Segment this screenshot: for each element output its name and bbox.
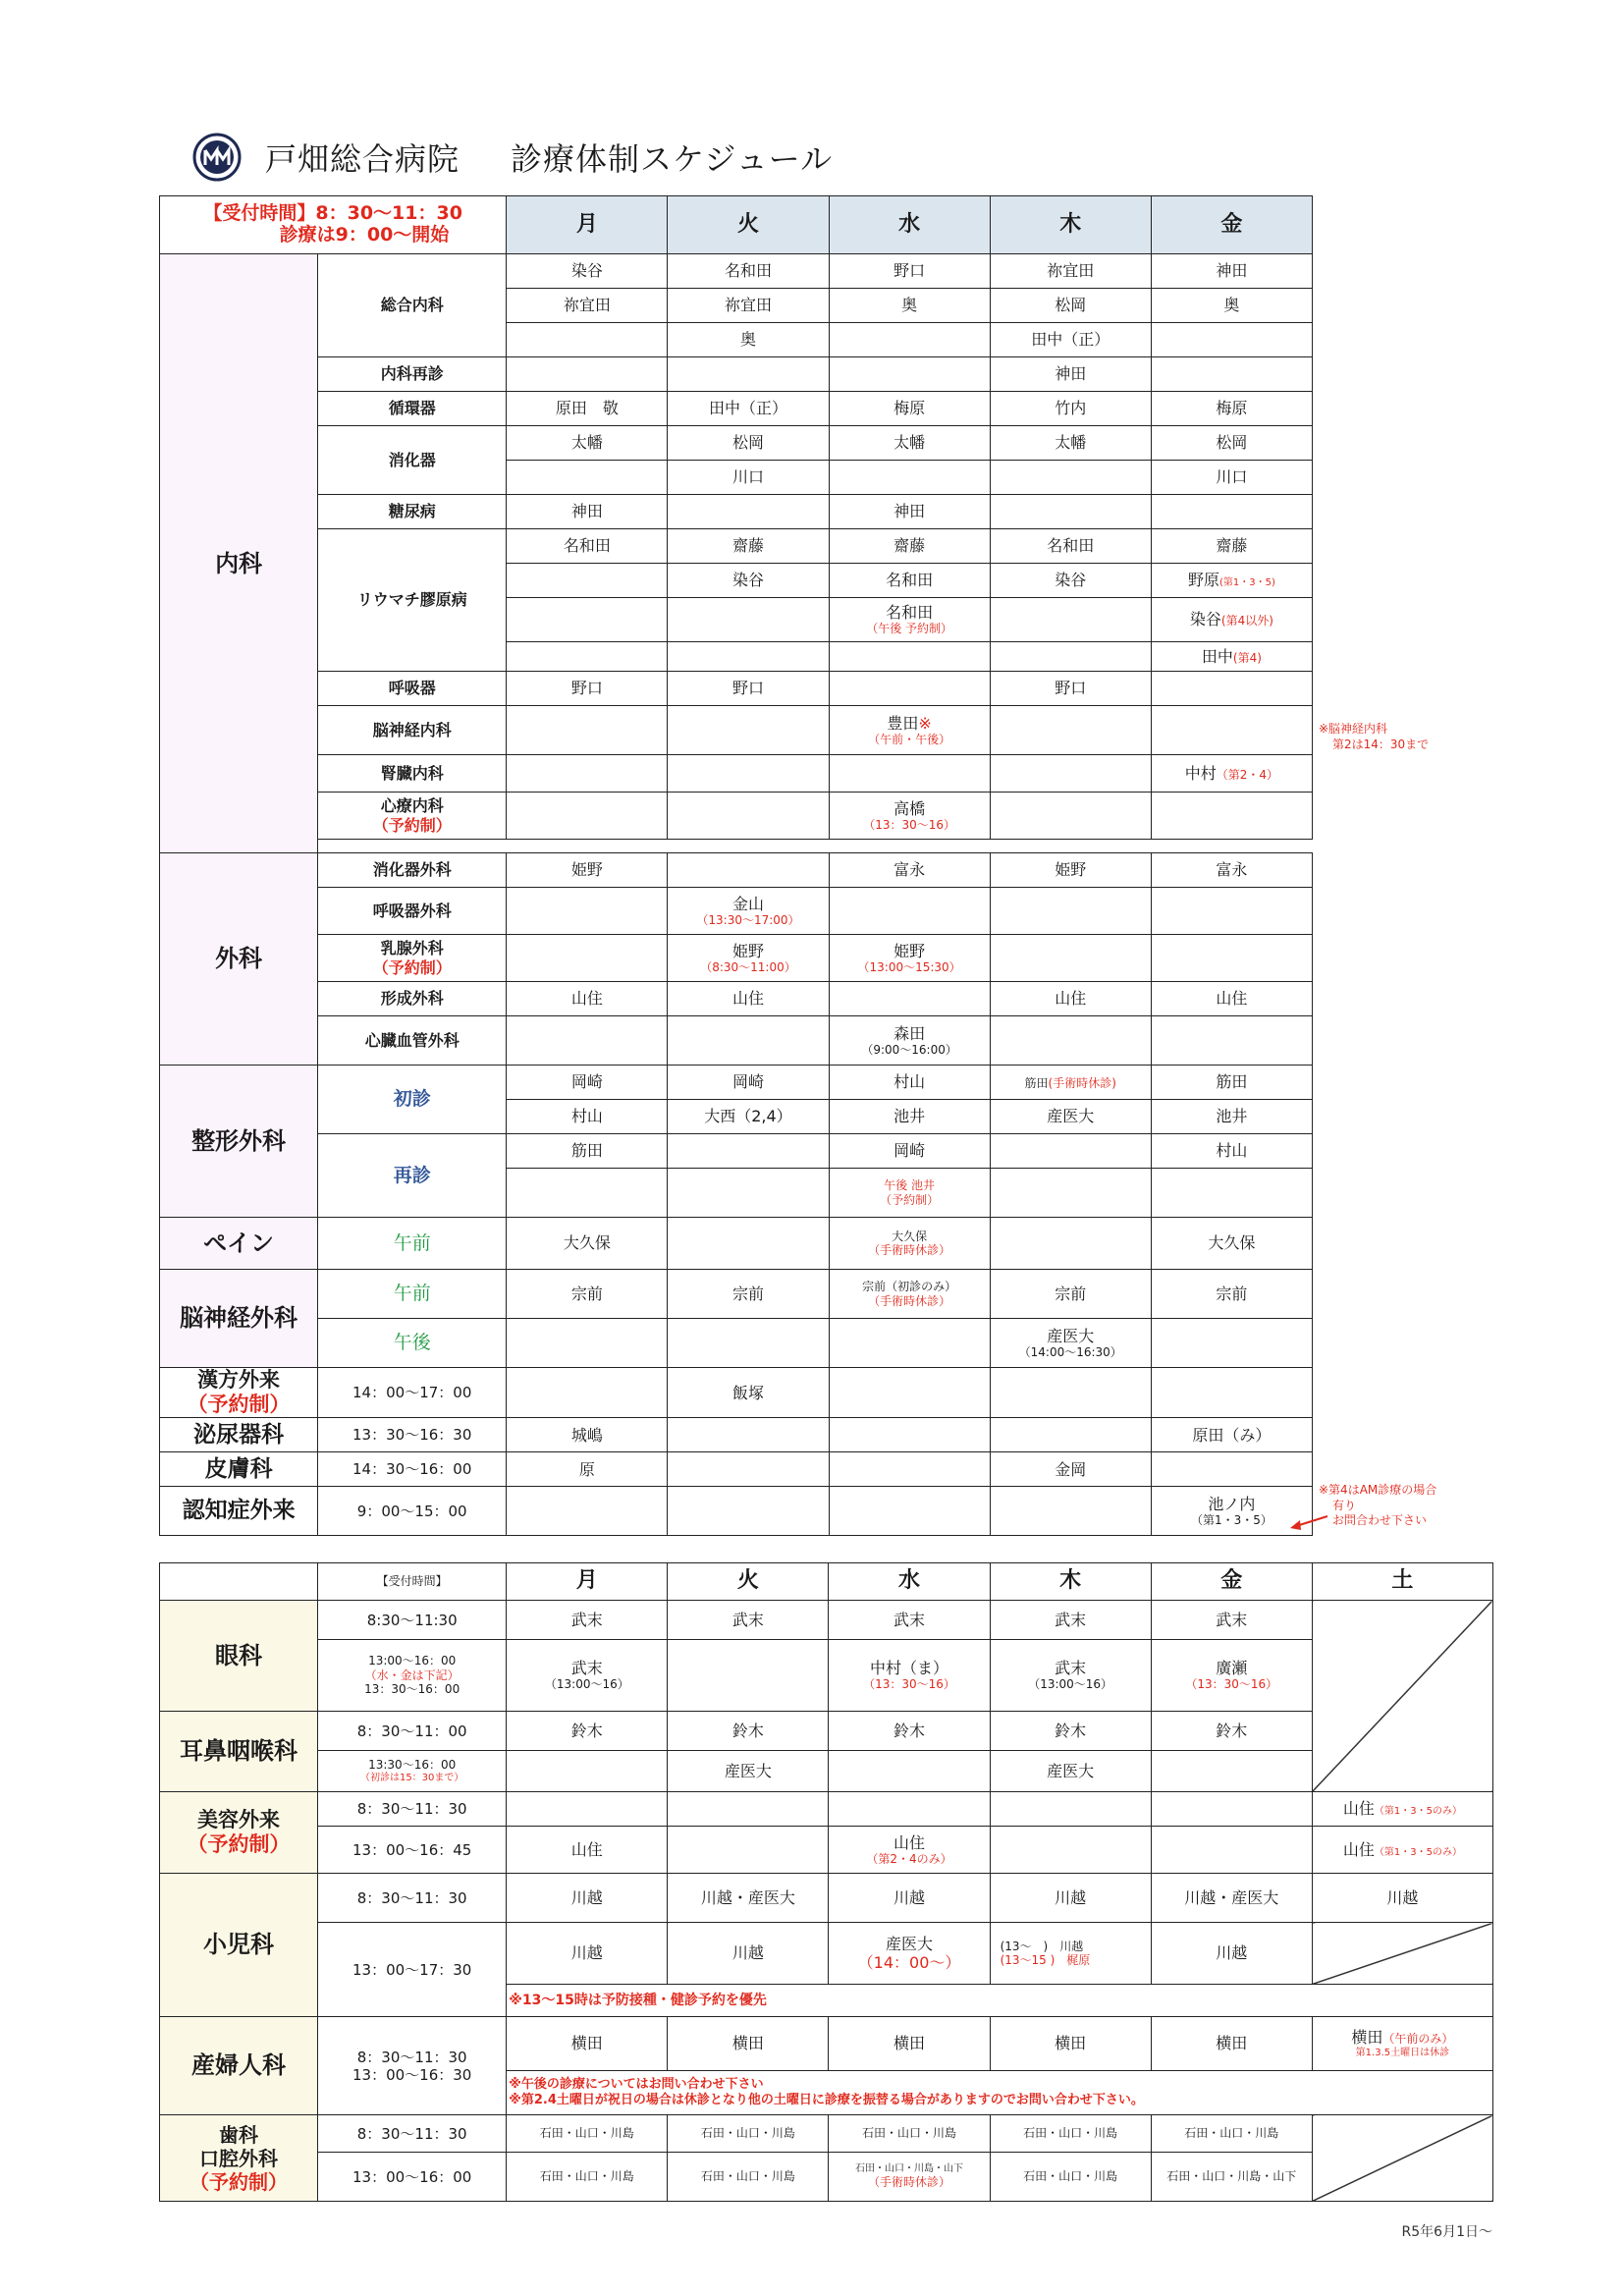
cell — [1151, 1751, 1312, 1792]
cell: 山住 — [507, 1827, 668, 1874]
cell: 神田 — [507, 495, 668, 529]
cell: 石田・山口・川島 — [1151, 2115, 1312, 2153]
dept-kampo: 漢方外来 （予約制） — [160, 1368, 318, 1418]
sub-saishin: 内科再診 — [318, 357, 507, 392]
cell: 名和田 — [990, 529, 1151, 564]
cell — [829, 1751, 990, 1792]
cell — [507, 461, 668, 495]
cell — [507, 755, 668, 793]
cell — [668, 1134, 829, 1169]
cell: 山住 — [1151, 982, 1312, 1016]
cell: 齋藤 — [829, 529, 990, 564]
cell: 宗前（初診のみ） （手術時休診） — [829, 1270, 990, 1319]
cell: 奥 — [668, 323, 829, 357]
sub-noushinkei: 脳神経内科 — [318, 706, 507, 755]
sub-shinzo: 心臓血管外科 — [318, 1016, 507, 1066]
cell — [668, 1218, 829, 1270]
reception-hours: 【受付時間】8：30～11：30 診療は9：00～開始 — [160, 196, 507, 254]
time-ganka-pm: 13:00～16：00 （水・金は下記） 13：30～16：00 — [318, 1640, 507, 1712]
sub-riumachi: リウマチ膠原病 — [318, 529, 507, 672]
schedule-table-main — [159, 195, 1313, 874]
cell: 武末 （13:00～16） — [990, 1640, 1151, 1712]
cell: 村山 — [1151, 1134, 1312, 1169]
cell — [990, 1134, 1151, 1169]
cell: 武末 — [829, 1601, 990, 1640]
cell: 宗前 — [668, 1270, 829, 1319]
cell — [1151, 1319, 1312, 1368]
cell: 横田 — [990, 2017, 1151, 2071]
cell: 染谷 — [507, 254, 668, 289]
cell: 竹内 — [990, 392, 1151, 426]
cell: 山住 （第2・4のみ） — [829, 1827, 990, 1874]
cell: 武末 — [507, 1601, 668, 1640]
sub-saishin2: 再診 — [318, 1134, 507, 1218]
cell: 川越 — [990, 1874, 1151, 1923]
cell: 川口 — [668, 461, 829, 495]
cell: 池ノ内 （第1・3・5） — [1151, 1487, 1312, 1536]
cell: 川越・産医大 — [1151, 1874, 1312, 1923]
sub-jinzo: 腎臓内科 — [318, 755, 507, 793]
cell: 名和田 — [507, 529, 668, 564]
cell: 川口 — [1151, 461, 1312, 495]
cell: 祢宜田 — [668, 289, 829, 323]
sub-kokyukigeka: 呼吸器外科 — [318, 888, 507, 935]
cell — [990, 706, 1151, 755]
cell — [990, 495, 1151, 529]
cell: 川越 — [507, 1923, 668, 1985]
dept-biyo: 美容外来 （予約制） — [160, 1792, 318, 1874]
cell — [507, 357, 668, 392]
cell: 大久保 （手術時休診） — [829, 1218, 990, 1270]
cell — [1151, 495, 1312, 529]
time-shika-pm: 13：00～16：00 — [318, 2153, 507, 2202]
closed-cell — [1312, 1923, 1492, 1985]
cell — [990, 598, 1151, 642]
cell — [507, 1169, 668, 1218]
cell: 名和田 （午後 予約制） — [829, 598, 990, 642]
sub-gozen: 午前 — [318, 1218, 507, 1270]
dept-seikei: 整形外科 — [160, 1066, 318, 1218]
cell: 石田・山口・川島 — [507, 2115, 668, 2153]
cell — [668, 1319, 829, 1368]
cell: 横田 — [507, 2017, 668, 2071]
time-jibi-am: 8：30～11：00 — [318, 1712, 507, 1751]
cell: 川越 — [507, 1874, 668, 1923]
cell: 祢宜田 — [990, 254, 1151, 289]
time-hinyoki: 13：30～16：30 — [318, 1418, 507, 1452]
cell: 神田 — [990, 357, 1151, 392]
cell: 神田 — [1151, 254, 1312, 289]
cell — [1151, 706, 1312, 755]
cell — [1151, 793, 1312, 840]
cell: 池井 — [829, 1100, 990, 1134]
cell: 横田 — [668, 2017, 829, 2071]
cell: 名和田 — [829, 564, 990, 598]
cell — [507, 1751, 668, 1792]
day-header-tue: 火 — [668, 196, 829, 254]
cell — [829, 1452, 990, 1487]
cell — [990, 1368, 1151, 1418]
cell — [668, 755, 829, 793]
closed-cell — [1312, 2115, 1492, 2202]
cell: 原 — [507, 1452, 668, 1487]
cell — [668, 793, 829, 840]
cell: 武末 — [668, 1601, 829, 1640]
sub-shokakigeka: 消化器外科 — [318, 853, 507, 888]
day-header-wed: 水 — [829, 1563, 990, 1601]
cell — [990, 642, 1151, 672]
cell: 石田・山口・川島 — [990, 2115, 1151, 2153]
cell — [668, 642, 829, 672]
cell: 齋藤 — [1151, 529, 1312, 564]
dept-naika: 内科 — [160, 254, 318, 874]
cell: 奥 — [1151, 289, 1312, 323]
cell: 太幡 — [829, 426, 990, 461]
cell: 染谷(第4以外) — [1151, 598, 1312, 642]
cell: 梅原 — [1151, 392, 1312, 426]
arrow-icon — [1288, 1512, 1331, 1532]
closed-cell — [1312, 1601, 1492, 1792]
cell: 野口 — [990, 672, 1151, 706]
cell — [1151, 672, 1312, 706]
cell — [507, 642, 668, 672]
cell — [829, 1319, 990, 1368]
cell: 山住 — [507, 982, 668, 1016]
cell: 原田（み） — [1151, 1418, 1312, 1452]
cell: 大久保 — [507, 1218, 668, 1270]
sub-sogo: 総合内科 — [318, 254, 507, 357]
cell — [990, 1827, 1151, 1874]
cell — [990, 755, 1151, 793]
cell — [507, 1792, 668, 1827]
note-sanfu: ※午後の診療についてはお問い合わせ下さい ※第2.4土曜日が祝日の場合は休診となり他の土曜日に診療を振替る場合がありますのでお問い合わせ下さい。 — [507, 2071, 1493, 2115]
day-header-thu: 木 — [990, 1563, 1151, 1601]
sub-nyusen: 乳腺外科 （予約制） — [318, 935, 507, 982]
cell: 山住（第1・3・5のみ） — [1312, 1792, 1492, 1827]
cell — [668, 1452, 829, 1487]
cell — [507, 323, 668, 357]
cell: 富永 — [829, 853, 990, 888]
dept-pain: ペイン — [160, 1218, 318, 1270]
cell: 姫野 （13:00～15:30） — [829, 935, 990, 982]
cell: 産医大 （14：00～） — [829, 1923, 990, 1985]
time-biyo-am: 8：30～11：30 — [318, 1792, 507, 1827]
cell — [829, 1418, 990, 1452]
cell: 筋田 — [507, 1134, 668, 1169]
cell: 染谷 — [668, 564, 829, 598]
cell: 川越・産医大 — [668, 1874, 829, 1923]
cell: 金山 （13:30～17:00） — [668, 888, 829, 935]
cell — [1151, 1169, 1312, 1218]
cell: 松岡 — [990, 289, 1151, 323]
time-ganka-am: 8:30～11:30 — [318, 1601, 507, 1640]
sub-tonyo: 糖尿病 — [318, 495, 507, 529]
day-header-thu: 木 — [990, 196, 1151, 254]
note-shoni: ※13～15時は予防接種・健診予約を優先 — [507, 1985, 1493, 2017]
sub-kokyuki: 呼吸器 — [318, 672, 507, 706]
cell — [668, 598, 829, 642]
cell: 鈴木 — [1151, 1712, 1312, 1751]
cell: 横田（午前のみ） 第1.3.5土曜日は休診 — [1312, 2017, 1492, 2071]
cell — [829, 982, 990, 1016]
time-shika-am: 8：30～11：30 — [318, 2115, 507, 2153]
cell: 鈴木 — [829, 1712, 990, 1751]
cell: 野口 — [507, 672, 668, 706]
cell — [668, 1016, 829, 1066]
cell — [990, 1218, 1151, 1270]
cell: 山住 — [668, 982, 829, 1016]
cell — [668, 1169, 829, 1218]
cell: 筋田(手術時休診) — [990, 1066, 1151, 1100]
day-header-fri: 金 — [1151, 196, 1312, 254]
cell: 原田 敬 — [507, 392, 668, 426]
cell — [990, 461, 1151, 495]
cell — [507, 1487, 668, 1536]
dept-noushinkeigeka: 脳神経外科 — [160, 1270, 318, 1368]
time-jibi-pm: 13:30～16：00 （初診は15：30まで） — [318, 1751, 507, 1792]
cell — [990, 1487, 1151, 1536]
cell — [1151, 1368, 1312, 1418]
dept-ninchi: 認知症外来 — [160, 1487, 318, 1536]
cell: 岡崎 — [507, 1066, 668, 1100]
day-header-mon: 月 — [507, 196, 668, 254]
cell: 大西（2,4） — [668, 1100, 829, 1134]
cell — [1151, 1016, 1312, 1066]
cell: 川越 — [829, 1874, 990, 1923]
cell — [1151, 323, 1312, 357]
cell: 山住 — [990, 982, 1151, 1016]
cell — [990, 1792, 1151, 1827]
blank-corner — [160, 1563, 318, 1601]
cell: 姫野 — [507, 853, 668, 888]
cell: 宗前 — [1151, 1270, 1312, 1319]
cell — [829, 888, 990, 935]
cell — [668, 1640, 829, 1712]
cell — [1151, 1827, 1312, 1874]
dept-sanfujinka: 産婦人科 — [160, 2017, 318, 2115]
sub-shoshin: 初診 — [318, 1066, 507, 1134]
cell: 太幡 — [507, 426, 668, 461]
cell — [829, 461, 990, 495]
cell: 武末 （13:00～16） — [507, 1640, 668, 1712]
sub-shinryo: 心療内科 （予約制） — [318, 793, 507, 840]
uketsuke-label: 【受付時間】 — [318, 1563, 507, 1601]
cell: 田中（正） — [990, 323, 1151, 357]
cell: 山住（第1・3・5のみ） — [1312, 1827, 1492, 1874]
dept-ganka: 眼科 — [160, 1601, 318, 1712]
cell: 太幡 — [990, 426, 1151, 461]
hospital-name: 戸畑総合病院 — [265, 140, 460, 178]
cell — [990, 888, 1151, 935]
cell — [990, 935, 1151, 982]
cell: 横田 — [829, 2017, 990, 2071]
cell: 城嶋 — [507, 1418, 668, 1452]
cell — [1151, 888, 1312, 935]
sub-shokaki: 消化器 — [318, 426, 507, 495]
cell: 豊田※ （午前・午後） — [829, 706, 990, 755]
cell: 産医大 — [990, 1751, 1151, 1792]
cell — [668, 1792, 829, 1827]
cell — [1151, 1792, 1312, 1827]
cell: 産医大 — [990, 1100, 1151, 1134]
cell — [829, 357, 990, 392]
cell — [990, 1169, 1151, 1218]
cell: 田中（正） — [668, 392, 829, 426]
sub-gogo: 午後 — [318, 1319, 507, 1368]
cell: 岡崎 — [668, 1066, 829, 1100]
cell: 廣瀬 （13：30～16） — [1151, 1640, 1312, 1712]
cell: 野口 — [668, 672, 829, 706]
page-header — [192, 130, 833, 185]
cell: 染谷 — [990, 564, 1151, 598]
cell: (13～ ) 川越 (13～15 ) 梶原 — [990, 1923, 1151, 1985]
cell — [668, 706, 829, 755]
side-note-noushinkei: ※脳神経内科 第2は14：30まで — [1319, 722, 1430, 751]
cell: 鈴木 — [507, 1712, 668, 1751]
cell: 名和田 — [668, 254, 829, 289]
cell: 飯塚 — [668, 1368, 829, 1418]
time-hifu: 14：30～16：00 — [318, 1452, 507, 1487]
cell: 中村（ま） （13：30～16） — [829, 1640, 990, 1712]
cell — [990, 1016, 1151, 1066]
cell — [507, 706, 668, 755]
cell: 田中(第4) — [1151, 642, 1312, 672]
cell: 石田・山口・川島 — [507, 2153, 668, 2202]
dept-geka: 外科 — [160, 853, 318, 1066]
cell: 横田 — [1151, 2017, 1312, 2071]
cell — [668, 357, 829, 392]
cell: 高橋 （13：30～16） — [829, 793, 990, 840]
side-note-ninchi: ※第4はAM診療の場合 有り お問合わせ下さい — [1319, 1483, 1437, 1528]
cell: 石田・山口・川島 — [990, 2153, 1151, 2202]
cell: 石田・山口・川島・山下 — [1151, 2153, 1312, 2202]
cell: 宗前 — [507, 1270, 668, 1319]
cell — [668, 853, 829, 888]
cell: 村山 — [507, 1100, 668, 1134]
cell — [507, 1319, 668, 1368]
time-ninchi: 9：00～15：00 — [318, 1487, 507, 1536]
cell — [829, 642, 990, 672]
cell: 大久保 — [1151, 1218, 1312, 1270]
cell: 野口 — [829, 254, 990, 289]
cell: 川越 — [668, 1923, 829, 1985]
time-kampo: 14：00～17：00 — [318, 1368, 507, 1418]
cell: 神田 — [829, 495, 990, 529]
cell: 宗前 — [990, 1270, 1151, 1319]
cell: 石田・山口・川島 — [668, 2115, 829, 2153]
cell: 石田・山口・川島 — [668, 2153, 829, 2202]
cell: 午後 池井 （予約制） — [829, 1169, 990, 1218]
cell: 川越 — [1151, 1923, 1312, 1985]
hospital-logo-icon — [192, 133, 242, 182]
cell: 中村（第2・4） — [1151, 755, 1312, 793]
cell: 池井 — [1151, 1100, 1312, 1134]
cell — [829, 755, 990, 793]
dept-jibika: 耳鼻咽喉科 — [160, 1712, 318, 1792]
cell: 富永 — [1151, 853, 1312, 888]
cell: 松岡 — [668, 426, 829, 461]
schedule-table-outpatient — [159, 1562, 1493, 2202]
cell — [1151, 935, 1312, 982]
page-title: 診療体制スケジュール — [511, 140, 834, 178]
cell: 鈴木 — [668, 1712, 829, 1751]
cell: 川越 — [1312, 1874, 1492, 1923]
sub-keisei: 形成外科 — [318, 982, 507, 1016]
cell — [668, 1827, 829, 1874]
time-shoni-pm: 13：00～17：30 — [318, 1923, 507, 2017]
cell — [668, 1418, 829, 1452]
cell: 金岡 — [990, 1452, 1151, 1487]
cell — [990, 1418, 1151, 1452]
cell: 石田・山口・川島 — [829, 2115, 990, 2153]
cell — [668, 1487, 829, 1536]
cell: 筋田 — [1151, 1066, 1312, 1100]
cell — [507, 1016, 668, 1066]
cell: 産医大 — [668, 1751, 829, 1792]
cell — [1151, 1452, 1312, 1487]
cell: 鈴木 — [990, 1712, 1151, 1751]
cell: 岡崎 — [829, 1134, 990, 1169]
day-header-sat: 土 — [1312, 1563, 1492, 1601]
schedule-table-surgery — [159, 852, 1313, 1536]
cell — [507, 888, 668, 935]
effective-date: R5年6月1日～ — [1401, 2224, 1492, 2240]
cell — [829, 1792, 990, 1827]
cell — [829, 1487, 990, 1536]
dept-hifu: 皮膚科 — [160, 1452, 318, 1487]
day-header-tue: 火 — [668, 1563, 829, 1601]
cell: 梅原 — [829, 392, 990, 426]
dept-hinyoki: 泌尿器科 — [160, 1418, 318, 1452]
cell: 森田 （9:00～16:00） — [829, 1016, 990, 1066]
cell: 奥 — [829, 289, 990, 323]
cell: 齋藤 — [668, 529, 829, 564]
cell — [507, 935, 668, 982]
time-sanfu: 8：30～11：30 13：00～16：30 — [318, 2017, 507, 2115]
cell: 産医大 （14:00～16:30） — [990, 1319, 1151, 1368]
cell: 村山 — [829, 1066, 990, 1100]
cell: 姫野 （8:30～11:00） — [668, 935, 829, 982]
cell — [829, 672, 990, 706]
cell — [507, 564, 668, 598]
time-shoni-am: 8：30～11：30 — [318, 1874, 507, 1923]
cell: 武末 — [1151, 1601, 1312, 1640]
cell — [507, 598, 668, 642]
cell: 松岡 — [1151, 426, 1312, 461]
cell: 姫野 — [990, 853, 1151, 888]
time-biyo-pm: 13：00～16：45 — [318, 1827, 507, 1874]
day-header-wed: 水 — [829, 196, 990, 254]
cell — [507, 793, 668, 840]
day-header-mon: 月 — [507, 1563, 668, 1601]
cell: 武末 — [990, 1601, 1151, 1640]
day-header-fri: 金 — [1151, 1563, 1312, 1601]
cell — [668, 495, 829, 529]
cell — [829, 323, 990, 357]
dept-shika: 歯科 口腔外科 （予約制） — [160, 2115, 318, 2202]
cell — [507, 1368, 668, 1418]
sub-gozen: 午前 — [318, 1270, 507, 1319]
cell: 野原(第1・3・5) — [1151, 564, 1312, 598]
cell — [829, 1368, 990, 1418]
dept-shonika: 小児科 — [160, 1874, 318, 2017]
cell — [1151, 357, 1312, 392]
sub-junkanki: 循環器 — [318, 392, 507, 426]
cell — [990, 793, 1151, 840]
cell: 石田・山口・川島・山下 （手術時休診） — [829, 2153, 990, 2202]
cell: 祢宜田 — [507, 289, 668, 323]
